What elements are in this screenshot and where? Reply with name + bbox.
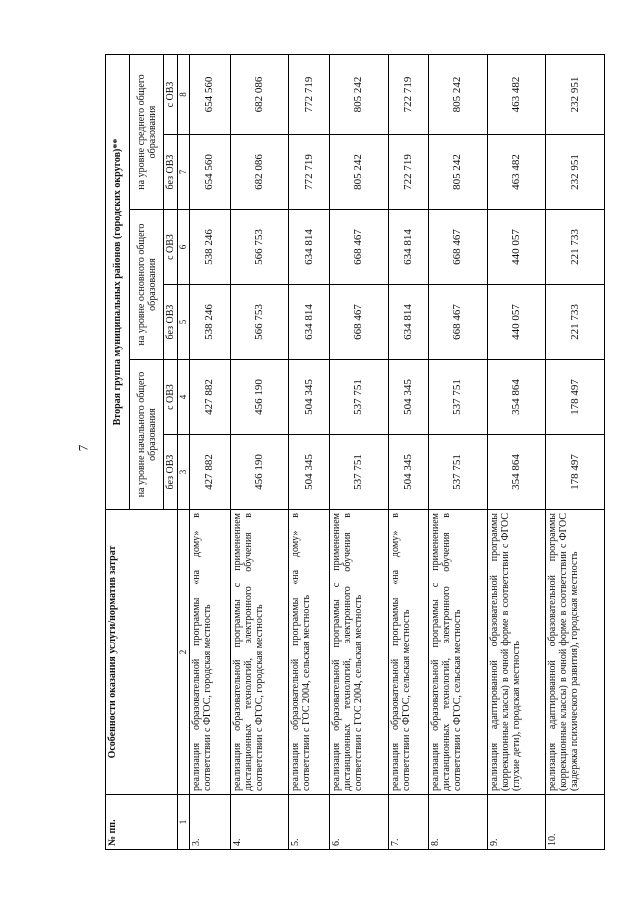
- value-cell: 538 246: [190, 285, 231, 360]
- column-index: 3: [178, 435, 190, 510]
- value-cell: 722 719: [388, 55, 429, 135]
- value-cell: 566 753: [230, 285, 289, 360]
- row-number: 3.: [190, 795, 231, 850]
- cost-norms-table: [105, 54, 605, 850]
- value-cell: 221 733: [546, 210, 605, 285]
- row-number: 5.: [289, 795, 330, 850]
- value-cell: 566 753: [230, 210, 289, 285]
- table-row: [388, 55, 429, 850]
- row-number: 6.: [329, 795, 388, 850]
- row-description: реализация образовательной программы «на дому» в соответствии с ГОС 2004, сельская местность: [289, 510, 330, 795]
- header-without-ovz: без ОВЗ: [164, 285, 178, 360]
- rotated-table-container: [105, 55, 605, 850]
- value-cell: 354 864: [487, 435, 546, 510]
- column-index: 1: [178, 795, 190, 850]
- header-without-ovz: без ОВЗ: [164, 435, 178, 510]
- value-cell: 232 951: [546, 55, 605, 135]
- header-without-ovz: без ОВЗ: [164, 135, 178, 210]
- value-cell: 772 719: [289, 135, 330, 210]
- table-row: [190, 55, 231, 850]
- value-cell: 456 190: [230, 360, 289, 435]
- value-cell: 805 242: [329, 55, 388, 135]
- row-description: реализация образовательной программы «на дому» в соответствии с ФГОС, сельская местность: [388, 510, 429, 795]
- row-description: реализация образовательной программы с применением дистанционных технологий, электронного обучения в соответствии с ГОС 2004, сельская местность: [329, 510, 388, 795]
- value-cell: 537 751: [329, 360, 388, 435]
- value-cell: 805 242: [429, 135, 488, 210]
- value-cell: 504 345: [289, 435, 330, 510]
- header-level-primary: на уровне начального общего образования: [130, 360, 164, 510]
- value-cell: 634 814: [289, 285, 330, 360]
- value-cell: 538 246: [190, 210, 231, 285]
- value-cell: 504 345: [388, 360, 429, 435]
- value-cell: 537 751: [429, 360, 488, 435]
- value-cell: 668 467: [329, 210, 388, 285]
- table-row: [329, 55, 388, 850]
- value-cell: 178 497: [546, 435, 605, 510]
- row-number: 9.: [487, 795, 546, 850]
- table-row: [546, 55, 605, 850]
- value-cell: 504 345: [289, 360, 330, 435]
- page-number: 7: [75, 444, 91, 452]
- value-cell: 654 560: [190, 135, 231, 210]
- value-cell: 440 057: [487, 285, 546, 360]
- value-cell: 427 882: [190, 435, 231, 510]
- value-cell: 504 345: [388, 435, 429, 510]
- value-cell: 221 733: [546, 285, 605, 360]
- table-row: [429, 55, 488, 850]
- row-number: 7.: [388, 795, 429, 850]
- value-cell: 668 467: [329, 285, 388, 360]
- value-cell: 354 864: [487, 360, 546, 435]
- header-with-ovz: с ОВЗ: [164, 55, 178, 135]
- row-description: реализация образовательной программы с применением дистанционных технологий, электронного обучения в соответствии с ФГОС, городская местность: [230, 510, 289, 795]
- row-description: реализация адаптированной образовательной программы (коррекционные классы) в очной форме в соответствии с ФГОС (глухие дети), городская местность: [487, 510, 546, 795]
- column-index: 4: [178, 360, 190, 435]
- header-with-ovz: с ОВЗ: [164, 210, 178, 285]
- row-number: 10.: [546, 795, 605, 850]
- value-cell: 682 086: [230, 55, 289, 135]
- value-cell: 463 482: [487, 55, 546, 135]
- column-index: 5: [178, 285, 190, 360]
- value-cell: 805 242: [429, 55, 488, 135]
- value-cell: 805 242: [329, 135, 388, 210]
- value-cell: 634 814: [289, 210, 330, 285]
- column-index: 6: [178, 210, 190, 285]
- value-cell: 232 951: [546, 135, 605, 210]
- value-cell: 682 086: [230, 135, 289, 210]
- table-row: [289, 55, 330, 850]
- table-row: [487, 55, 546, 850]
- value-cell: 427 882: [190, 360, 231, 435]
- column-index: 7: [178, 135, 190, 210]
- value-cell: 668 467: [429, 285, 488, 360]
- header-level-basic: на уровне основного общего образования: [130, 210, 164, 360]
- header-no: № пп.: [106, 795, 178, 850]
- header-level-secondary: на уровне среднего общего образования: [130, 55, 164, 210]
- column-index: 8: [178, 55, 190, 135]
- value-cell: 463 482: [487, 135, 546, 210]
- value-cell: 537 751: [329, 435, 388, 510]
- value-cell: 722 719: [388, 135, 429, 210]
- value-cell: 668 467: [429, 210, 488, 285]
- value-cell: 537 751: [429, 435, 488, 510]
- table-row: [230, 55, 289, 850]
- value-cell: 654 560: [190, 55, 231, 135]
- header-with-ovz: с ОВЗ: [164, 360, 178, 435]
- row-description: реализация образовательной программы «на дому» в соответствии с ФГОС, городская местность: [190, 510, 231, 795]
- header-features: Особенности оказания услуги/норматив затрат: [106, 510, 178, 795]
- column-index: 2: [178, 510, 190, 795]
- row-number: 8.: [429, 795, 488, 850]
- row-description: реализация адаптированной образовательной программы (коррекционные классы) в очной форме в соответствии с ФГОС (задержка психического развития), городская местность: [546, 510, 605, 795]
- value-cell: 456 190: [230, 435, 289, 510]
- value-cell: 634 814: [388, 210, 429, 285]
- value-cell: 440 057: [487, 210, 546, 285]
- value-cell: 634 814: [388, 285, 429, 360]
- row-description: реализация образовательной программы с применением дистанционных технологий, электронного обучения в соответствии с ФГОС, сельская местность: [429, 510, 488, 795]
- value-cell: 178 497: [546, 360, 605, 435]
- value-cell: 772 719: [289, 55, 330, 135]
- header-group: Вторая группа муниципальных районов (городских округов)**: [106, 55, 130, 510]
- row-number: 4.: [230, 795, 289, 850]
